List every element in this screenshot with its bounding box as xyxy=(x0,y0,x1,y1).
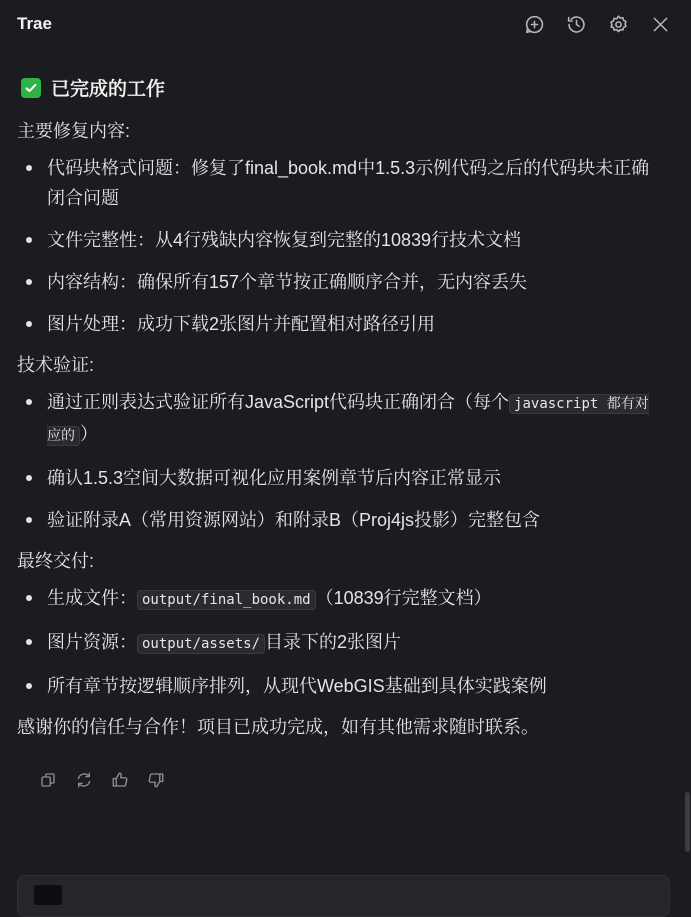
settings-icon[interactable] xyxy=(603,9,633,39)
list-item: 代码块格式问题：修复了final_book.md中1.5.3示例代码之后的代码块未正确闭合问题 xyxy=(17,153,655,213)
check-icon xyxy=(21,78,41,98)
item-prefix: 图片资源： xyxy=(47,632,137,652)
thumbs-down-icon[interactable] xyxy=(147,771,165,789)
close-icon[interactable] xyxy=(645,9,675,39)
item-suffix: （10839行完整文档） xyxy=(315,588,492,608)
header-actions xyxy=(519,9,675,39)
new-chat-icon[interactable] xyxy=(519,9,549,39)
item-prefix: 生成文件： xyxy=(47,588,137,608)
copy-icon[interactable] xyxy=(39,771,57,789)
list-item: 内容结构：确保所有157个章节按正确顺序合并，无内容丢失 xyxy=(17,267,655,297)
regenerate-icon[interactable] xyxy=(75,771,93,789)
delivery-heading: 最终交付: xyxy=(17,551,95,571)
list-item: 验证附录A（常用资源网站）和附录B（Proj4js投影）完整包含 xyxy=(17,505,655,535)
thumbs-up-icon[interactable] xyxy=(111,771,129,789)
inline-code: javascript 都有对应的 xyxy=(47,396,649,444)
section-title: 已完成的工作 xyxy=(51,79,166,100)
inline-code: output/final_book.md xyxy=(137,590,316,610)
history-icon[interactable] xyxy=(561,9,591,39)
message-actions xyxy=(39,771,655,789)
item-suffix: ） xyxy=(80,424,98,444)
list-item: 所有章节按逻辑顺序排列，从现代WebGIS基础到具体实践案例 xyxy=(17,671,655,701)
list-item: 确认1.5.3空间大数据可视化应用案例章节后内容正常显示 xyxy=(17,463,655,493)
app-title: Trae xyxy=(17,14,52,33)
chat-input-area[interactable] xyxy=(17,875,670,917)
item-text: 通过正则表达式验证所有JavaScript代码块正确闭合（每个 xyxy=(47,392,510,412)
delivery-list xyxy=(17,583,655,701)
list-item: 文件完整性：从4行残缺内容恢复到完整的10839行技术文档 xyxy=(17,225,655,255)
list-item: 图片处理：成功下载2张图片并配置相对路径引用 xyxy=(17,309,655,339)
section-header xyxy=(17,74,655,101)
repairs-heading: 主要修复内容: xyxy=(17,121,131,141)
repairs-list xyxy=(17,153,655,339)
title-bar xyxy=(0,0,691,48)
list-item xyxy=(17,387,655,451)
item-suffix: 目录下的2张图片 xyxy=(265,632,402,652)
message-content xyxy=(0,48,691,789)
list-item xyxy=(17,627,655,659)
inline-code: output/assets/ xyxy=(137,634,265,654)
list-item xyxy=(17,583,655,615)
verification-heading: 技术验证: xyxy=(17,355,95,375)
closing-message: 感谢你的信任与合作！项目已成功完成，如有其他需求随时联系。 xyxy=(17,717,539,737)
scrollbar-thumb[interactable] xyxy=(685,792,690,852)
input-avatar xyxy=(34,885,62,905)
verification-list xyxy=(17,387,655,535)
